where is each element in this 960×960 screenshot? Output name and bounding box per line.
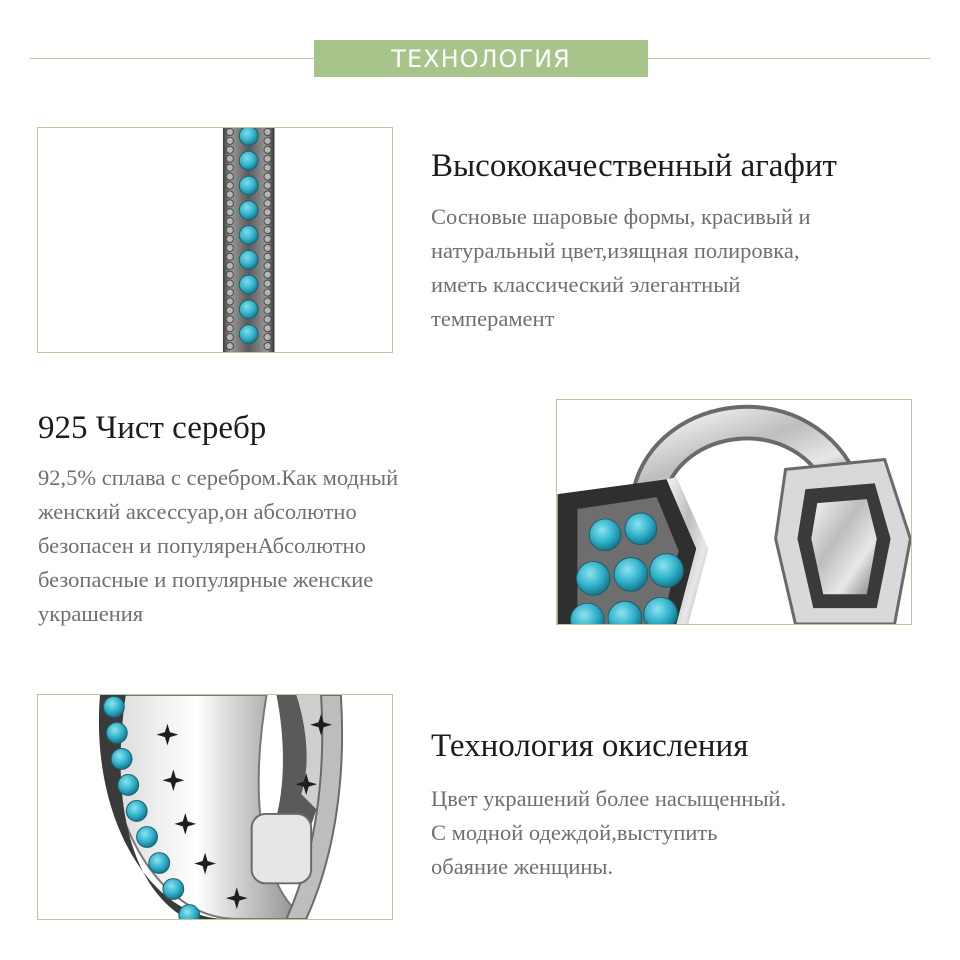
silver-bead <box>264 342 271 349</box>
silver-bead <box>264 191 271 198</box>
turquoise-stone <box>614 558 648 592</box>
silver-bead <box>226 253 233 260</box>
hoop-stars-illustration <box>38 695 392 919</box>
turquoise-stone <box>118 775 139 796</box>
silver-bead <box>226 235 233 242</box>
silver-bead <box>264 146 271 153</box>
silver-bead <box>264 280 271 287</box>
turquoise-stone <box>103 696 124 717</box>
silver-bead <box>226 218 233 225</box>
silver-bead <box>264 164 271 171</box>
silver-bead <box>226 146 233 153</box>
silver-bead <box>264 218 271 225</box>
turquoise-stone <box>239 300 258 319</box>
turquoise-stone <box>239 250 258 269</box>
silver-bead <box>226 298 233 305</box>
turquoise-stone <box>137 827 158 848</box>
product-image-hoop-stars <box>37 694 393 920</box>
turquoise-stone <box>239 275 258 294</box>
silver-bead <box>264 244 271 251</box>
silver-bead <box>226 209 233 216</box>
silver-bead <box>264 334 271 341</box>
silver-bead <box>264 128 271 135</box>
pave-strip-illustration <box>38 128 392 352</box>
silver-bead <box>264 316 271 323</box>
silver-bead <box>226 137 233 144</box>
silver-bead <box>264 155 271 162</box>
silver-bead <box>226 173 233 180</box>
silver-bead <box>226 280 233 287</box>
silver-bead <box>264 307 271 314</box>
silver-bead <box>264 235 271 242</box>
silver-bead <box>226 128 233 135</box>
turquoise-stone <box>589 519 621 551</box>
section-title-oxidation: Технология окисления <box>431 728 749 764</box>
silver-bead <box>226 289 233 296</box>
silver-bead <box>226 182 233 189</box>
silver-bead <box>264 182 271 189</box>
silver-bead <box>226 200 233 207</box>
silver-bead <box>264 173 271 180</box>
turquoise-stone <box>625 513 657 545</box>
hinge-illustration <box>557 400 911 624</box>
silver-bead <box>226 342 233 349</box>
silver-bead <box>264 253 271 260</box>
silver-bead <box>226 155 233 162</box>
silver-bead <box>226 307 233 314</box>
silver-bead <box>226 164 233 171</box>
silver-bead <box>226 316 233 323</box>
header-title: ТЕХНОЛОГИЯ <box>314 40 648 77</box>
turquoise-stone <box>239 325 258 344</box>
section-title-silver: 925 Чист серебр <box>38 410 267 446</box>
silver-bead <box>226 271 233 278</box>
turquoise-stone <box>239 176 258 195</box>
silver-bead <box>226 244 233 251</box>
silver-bead <box>226 334 233 341</box>
product-image-hinge <box>556 399 912 625</box>
silver-bead <box>264 289 271 296</box>
turquoise-stone <box>126 801 147 822</box>
silver-bead <box>226 227 233 234</box>
silver-bead <box>226 325 233 332</box>
silver-bead <box>264 325 271 332</box>
silver-bead <box>264 209 271 216</box>
turquoise-stone <box>106 723 127 744</box>
silver-bead <box>264 227 271 234</box>
turquoise-stone <box>111 749 132 770</box>
section-description-silver: 92,5% сплава с серебром.Как модный женский аксессуар,он абсолютно безопасен и популяренАбсолютно безопасные и популярные женские украшения <box>38 465 399 626</box>
header-divider-left <box>30 58 315 59</box>
turquoise-stone <box>239 201 258 220</box>
header-divider-right <box>647 58 930 59</box>
turquoise-stone <box>239 226 258 245</box>
silver-bead <box>264 262 271 269</box>
section-title-agate: Высококачественный агафит <box>431 148 837 184</box>
silver-bead <box>264 298 271 305</box>
turquoise-stone <box>239 151 258 170</box>
product-image-pave-strip <box>37 127 393 353</box>
turquoise-stone <box>239 128 258 145</box>
section-description-agate: Сосновые шаровые формы, красивый и натуральный цвет,изящная полировка, иметь классический элегантный темперамент <box>431 204 811 331</box>
silver-bead <box>264 137 271 144</box>
section-description-oxidation: Цвет украшений более насыщенный. С модной одеждой,выступить обаяние женщины. <box>431 786 787 879</box>
turquoise-stone <box>149 853 170 874</box>
turquoise-stone <box>650 554 684 588</box>
silver-bead <box>226 191 233 198</box>
silver-bead <box>226 262 233 269</box>
silver-bead <box>264 200 271 207</box>
silver-bead <box>264 271 271 278</box>
turquoise-stone <box>576 562 610 596</box>
turquoise-stone <box>163 879 184 900</box>
